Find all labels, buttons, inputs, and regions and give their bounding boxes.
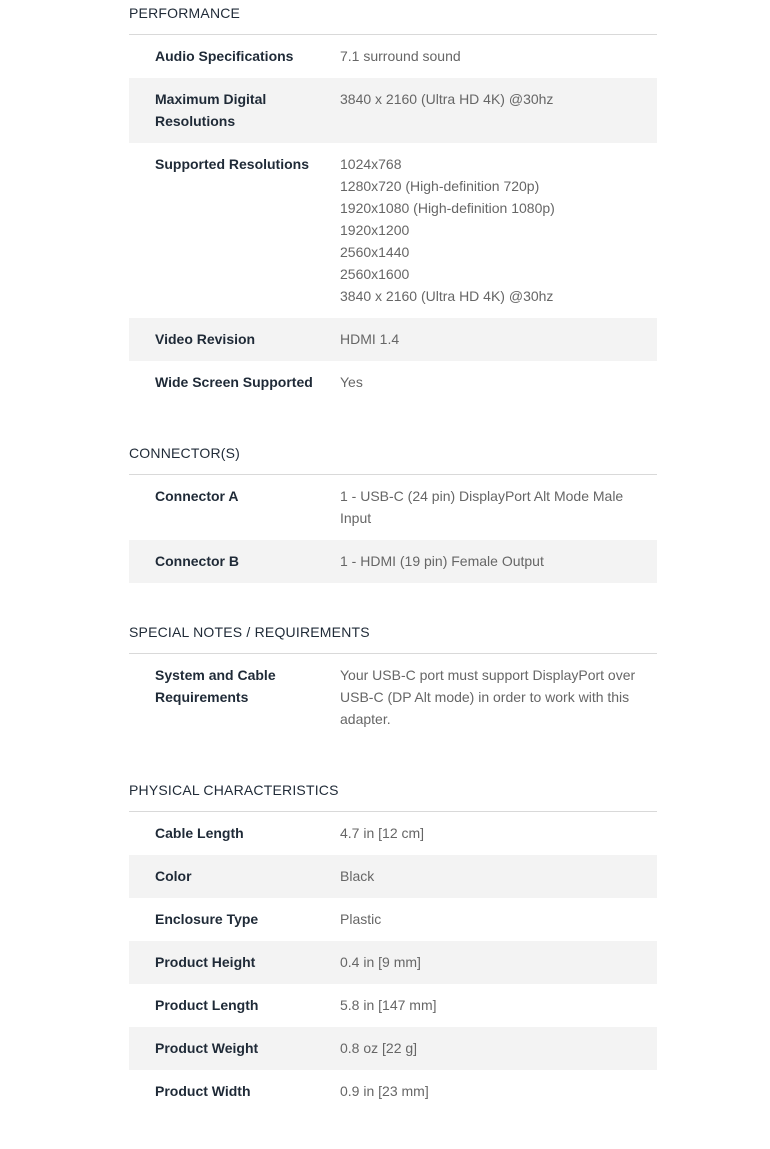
spec-value-line: 5.8 in [147 mm]	[340, 997, 437, 1013]
spec-value-line: 1920x1200	[340, 222, 410, 238]
spec-value	[340, 951, 657, 973]
spec-value	[340, 822, 657, 844]
spec-value-line: Plastic	[340, 911, 382, 927]
spec-value-line: 1280x720 (High-definition 720p)	[340, 178, 540, 194]
spec-value-line: 1 - HDMI (19 pin) Female Output	[340, 553, 544, 569]
spec-value-line: 4.7 in [12 cm]	[340, 825, 425, 841]
spec-value-line: HDMI 1.4	[340, 331, 400, 347]
spec-row	[129, 143, 657, 318]
spec-row	[129, 540, 657, 583]
spec-rows	[129, 654, 657, 741]
spec-label: Connector A	[155, 488, 239, 504]
section-title: PHYSICAL CHARACTERISTICS	[129, 777, 657, 812]
spec-value	[340, 908, 657, 930]
spec-label: Audio Specifications	[155, 48, 294, 64]
spec-row	[129, 35, 657, 78]
spec-rows	[129, 35, 657, 404]
spec-value-line: Yes	[340, 374, 363, 390]
spec-value	[340, 328, 657, 350]
spec-label: Color	[155, 868, 192, 884]
spec-label: Wide Screen Supported	[155, 374, 313, 390]
spec-label: Supported Resolutions	[155, 156, 309, 172]
spec-row	[129, 1070, 657, 1113]
spec-value	[340, 664, 657, 730]
spec-value	[340, 994, 657, 1016]
spec-row	[129, 361, 657, 404]
spec-label: Enclosure Type	[155, 911, 259, 927]
spec-row	[129, 78, 657, 143]
spec-section	[129, 619, 657, 741]
spec-value-line: 0.9 in [23 mm]	[340, 1083, 429, 1099]
spec-value	[340, 1080, 657, 1102]
section-title: CONNECTOR(S)	[129, 440, 657, 475]
spec-row	[129, 941, 657, 984]
section-title: PERFORMANCE	[129, 0, 657, 35]
spec-value-line: 2560x1440	[340, 244, 410, 260]
spec-label: System and Cable Requirements	[155, 667, 276, 705]
spec-rows	[129, 812, 657, 1113]
spec-value	[340, 45, 657, 67]
spec-label: Video Revision	[155, 331, 256, 347]
spec-value	[340, 88, 657, 132]
spec-value	[340, 550, 657, 572]
spec-rows	[129, 475, 657, 583]
spec-section	[129, 440, 657, 583]
spec-section	[129, 777, 657, 1113]
spec-label: Connector B	[155, 553, 239, 569]
spec-row	[129, 1027, 657, 1070]
spec-sheet	[129, 0, 657, 1149]
spec-value-line: 3840 x 2160 (Ultra HD 4K) @30hz	[340, 288, 554, 304]
spec-value-line: 1 - USB-C (24 pin) DisplayPort Alt Mode Male Input	[340, 488, 624, 526]
spec-row	[129, 475, 657, 540]
spec-value-line: 1024x768	[340, 156, 402, 172]
spec-label: Product Weight	[155, 1040, 259, 1056]
spec-label: Maximum Digital Resolutions	[155, 91, 267, 129]
spec-value	[340, 1037, 657, 1059]
spec-value-line: 2560x1600	[340, 266, 410, 282]
spec-row	[129, 654, 657, 741]
spec-value-line: 7.1 surround sound	[340, 48, 461, 64]
spec-label: Product Height	[155, 954, 256, 970]
section-title: SPECIAL NOTES / REQUIREMENTS	[129, 619, 657, 654]
spec-value	[340, 865, 657, 887]
spec-value-line: Black	[340, 868, 375, 884]
spec-value-line: 0.8 oz [22 g]	[340, 1040, 418, 1056]
spec-row	[129, 898, 657, 941]
spec-section	[129, 0, 657, 404]
spec-value-line: 0.4 in [9 mm]	[340, 954, 421, 970]
spec-value	[340, 485, 657, 529]
spec-value-line: 3840 x 2160 (Ultra HD 4K) @30hz	[340, 91, 554, 107]
spec-value-line: 1920x1080 (High-definition 1080p)	[340, 200, 555, 216]
spec-label: Cable Length	[155, 825, 244, 841]
spec-row	[129, 318, 657, 361]
spec-label: Product Length	[155, 997, 259, 1013]
spec-value	[340, 153, 657, 307]
spec-row	[129, 812, 657, 855]
spec-value-line: Your USB-C port must support DisplayPort over USB-C (DP Alt mode) in order to work with this adapter.	[340, 667, 636, 727]
spec-label: Product Width	[155, 1083, 251, 1099]
spec-value	[340, 371, 657, 393]
spec-row	[129, 984, 657, 1027]
spec-row	[129, 855, 657, 898]
